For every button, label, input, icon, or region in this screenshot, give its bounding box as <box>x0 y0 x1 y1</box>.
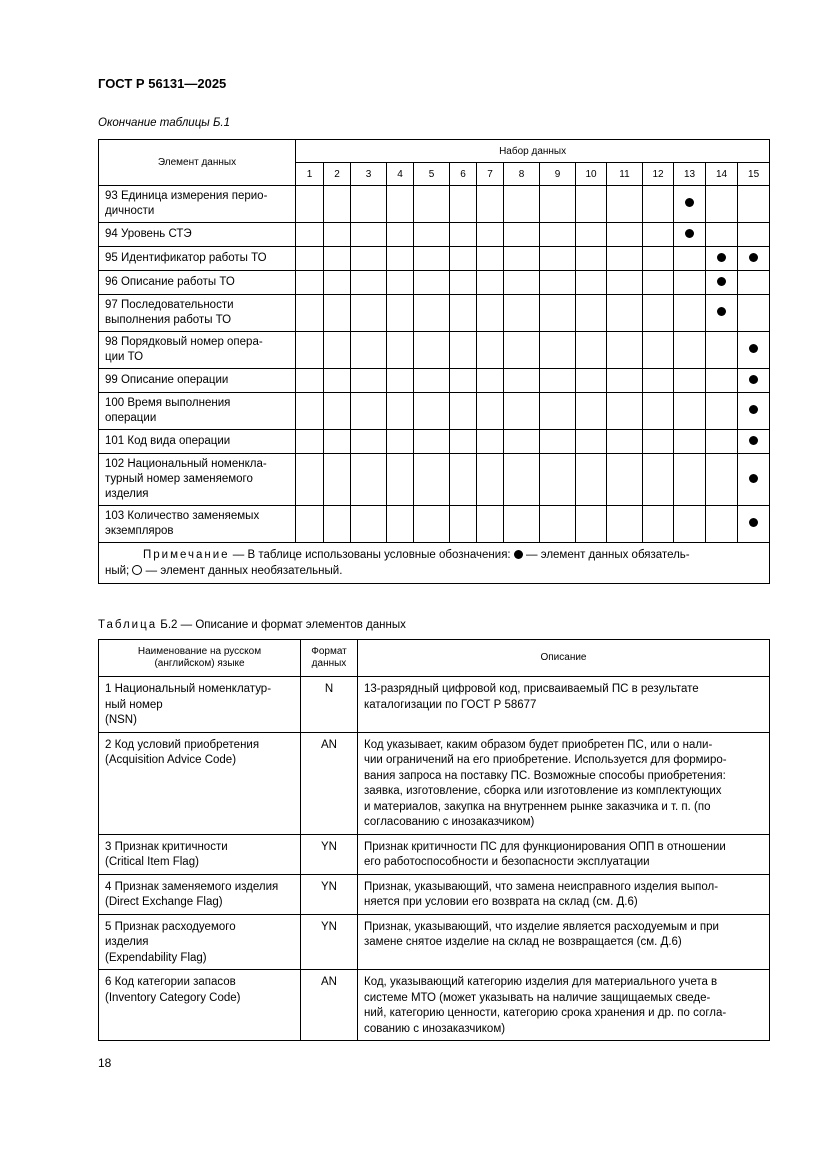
note-text-1: — В таблице использованы условные обозначения: <box>229 549 514 561</box>
set-cell-14 <box>706 454 738 506</box>
set-cell-6 <box>450 454 477 506</box>
column-number-7: 7 <box>477 163 504 186</box>
element-label: 96 Описание работы ТО <box>99 271 296 295</box>
required-dot-icon <box>749 518 758 527</box>
set-cell-2 <box>324 454 351 506</box>
set-cell-7 <box>477 332 504 369</box>
table-row <box>99 874 770 914</box>
set-cell-14 <box>706 506 738 543</box>
set-cell-2 <box>324 271 351 295</box>
set-cell-12 <box>643 454 674 506</box>
element-label: 97 Последовательности выполнения работы ТО <box>99 295 296 332</box>
required-dot-icon <box>749 474 758 483</box>
set-cell-11 <box>607 186 643 223</box>
column-number-1: 1 <box>296 163 324 186</box>
set-cell-12 <box>643 223 674 247</box>
set-cell-7 <box>477 295 504 332</box>
set-cell-8 <box>504 506 540 543</box>
set-cell-4 <box>387 506 414 543</box>
element-label: 100 Время выполнения операции <box>99 393 296 430</box>
set-cell-14 <box>706 393 738 430</box>
set-cell-10 <box>576 271 607 295</box>
table-b2-caption-prefix: Таблица <box>98 619 158 631</box>
set-cell-10 <box>576 430 607 454</box>
set-cell-3 <box>351 247 387 271</box>
note-row <box>99 543 770 584</box>
set-cell-9 <box>540 454 576 506</box>
set-cell-6 <box>450 332 477 369</box>
set-cell-4 <box>387 393 414 430</box>
set-cell-4 <box>387 247 414 271</box>
set-cell-2 <box>324 506 351 543</box>
set-cell-3 <box>351 223 387 247</box>
set-cell-2 <box>324 393 351 430</box>
set-cell-13 <box>674 430 706 454</box>
header-data-set: Набор данных <box>296 140 770 163</box>
column-number-14: 14 <box>706 163 738 186</box>
set-cell-2 <box>324 247 351 271</box>
set-cell-13 <box>674 454 706 506</box>
set-cell-7 <box>477 393 504 430</box>
required-dot-icon <box>749 436 758 445</box>
header-description: Описание <box>358 640 770 677</box>
set-cell-8 <box>504 295 540 332</box>
set-cell-6 <box>450 223 477 247</box>
set-cell-7 <box>477 506 504 543</box>
set-cell-4 <box>387 223 414 247</box>
set-cell-1 <box>296 332 324 369</box>
set-cell-10 <box>576 186 607 223</box>
set-cell-13 <box>674 295 706 332</box>
element-name: 6 Код категории запасов (Inventory Category Code) <box>99 970 301 1041</box>
set-cell-6 <box>450 430 477 454</box>
set-cell-11 <box>607 271 643 295</box>
table-row <box>99 732 770 834</box>
set-cell-8 <box>504 393 540 430</box>
set-cell-7 <box>477 271 504 295</box>
set-cell-15 <box>738 271 770 295</box>
set-cell-13 <box>674 393 706 430</box>
set-cell-11 <box>607 369 643 393</box>
set-cell-10 <box>576 295 607 332</box>
header-name: Наименование на русском (английском) языке <box>99 640 301 677</box>
set-cell-7 <box>477 186 504 223</box>
set-cell-1 <box>296 393 324 430</box>
set-cell-2 <box>324 369 351 393</box>
set-cell-13 <box>674 506 706 543</box>
required-dot-icon <box>717 253 726 262</box>
set-cell-5 <box>414 223 450 247</box>
set-cell-9 <box>540 430 576 454</box>
table-row <box>99 834 770 874</box>
element-label: 99 Описание операции <box>99 369 296 393</box>
set-cell-11 <box>607 332 643 369</box>
set-cell-11 <box>607 295 643 332</box>
element-name: 5 Признак расходуемого изделия (Expendability Flag) <box>99 914 301 970</box>
header-element: Элемент данных <box>99 140 296 186</box>
set-cell-9 <box>540 295 576 332</box>
set-cell-2 <box>324 223 351 247</box>
element-name: 1 Национальный номенклатур- ный номер (NSN) <box>99 677 301 733</box>
set-cell-10 <box>576 223 607 247</box>
set-cell-8 <box>504 247 540 271</box>
set-cell-12 <box>643 430 674 454</box>
set-cell-9 <box>540 186 576 223</box>
required-dot-icon <box>749 344 758 353</box>
table-row <box>99 223 770 247</box>
set-cell-3 <box>351 393 387 430</box>
set-cell-5 <box>414 186 450 223</box>
note-text-3: ный; <box>105 565 133 577</box>
set-cell-1 <box>296 295 324 332</box>
table-b1-caption: Окончание таблицы Б.1 <box>98 117 231 129</box>
set-cell-10 <box>576 247 607 271</box>
required-dot-icon <box>749 253 758 262</box>
column-number-10: 10 <box>576 163 607 186</box>
table-row <box>99 430 770 454</box>
set-cell-10 <box>576 393 607 430</box>
set-cell-15 <box>738 332 770 369</box>
set-cell-5 <box>414 247 450 271</box>
element-label: 98 Порядковый номер опера- ции ТО <box>99 332 296 369</box>
note-title: Примечание <box>143 549 230 561</box>
set-cell-15 <box>738 393 770 430</box>
set-cell-14 <box>706 271 738 295</box>
set-cell-11 <box>607 223 643 247</box>
set-cell-14 <box>706 223 738 247</box>
set-cell-10 <box>576 332 607 369</box>
set-cell-3 <box>351 454 387 506</box>
set-cell-4 <box>387 369 414 393</box>
table-row <box>99 186 770 223</box>
column-number-2: 2 <box>324 163 351 186</box>
set-cell-5 <box>414 430 450 454</box>
set-cell-15 <box>738 430 770 454</box>
set-cell-13 <box>674 186 706 223</box>
set-cell-4 <box>387 430 414 454</box>
element-label: 101 Код вида операции <box>99 430 296 454</box>
set-cell-13 <box>674 223 706 247</box>
table-b1 <box>98 139 770 584</box>
set-cell-14 <box>706 332 738 369</box>
column-number-12: 12 <box>643 163 674 186</box>
element-description: Признак, указывающий, что изделие является расходуемым и при замене снятое изделие на склад не возвращается (см. Д.6) <box>358 914 770 970</box>
set-cell-8 <box>504 186 540 223</box>
set-cell-15 <box>738 223 770 247</box>
column-number-13: 13 <box>674 163 706 186</box>
set-cell-6 <box>450 271 477 295</box>
set-cell-13 <box>674 271 706 295</box>
set-cell-2 <box>324 186 351 223</box>
set-cell-9 <box>540 223 576 247</box>
set-cell-5 <box>414 393 450 430</box>
data-format: YN <box>301 874 358 914</box>
set-cell-6 <box>450 247 477 271</box>
set-cell-6 <box>450 186 477 223</box>
set-cell-6 <box>450 369 477 393</box>
table-row <box>99 295 770 332</box>
column-number-4: 4 <box>387 163 414 186</box>
set-cell-9 <box>540 271 576 295</box>
element-description: Признак критичности ПС для функционирования ОПП в отношении его работоспособности и безопасности эксплуатации <box>358 834 770 874</box>
set-cell-2 <box>324 430 351 454</box>
set-cell-11 <box>607 430 643 454</box>
set-cell-15 <box>738 186 770 223</box>
element-label: 94 Уровень СТЭ <box>99 223 296 247</box>
table-b2-caption <box>98 619 406 631</box>
table-row <box>99 247 770 271</box>
set-cell-6 <box>450 393 477 430</box>
required-dot-icon <box>685 198 694 207</box>
table-row <box>99 970 770 1041</box>
required-dot-icon <box>717 307 726 316</box>
data-format: N <box>301 677 358 733</box>
set-cell-1 <box>296 506 324 543</box>
set-cell-6 <box>450 506 477 543</box>
set-cell-13 <box>674 369 706 393</box>
required-dot-icon <box>749 375 758 384</box>
column-number-5: 5 <box>414 163 450 186</box>
set-cell-1 <box>296 454 324 506</box>
set-cell-9 <box>540 247 576 271</box>
element-label: 102 Национальный номенкла- турный номер заменяемого изделия <box>99 454 296 506</box>
set-cell-12 <box>643 393 674 430</box>
table-row <box>99 393 770 430</box>
set-cell-15 <box>738 295 770 332</box>
table-row <box>99 369 770 393</box>
data-format: YN <box>301 914 358 970</box>
table-b2 <box>98 639 770 1041</box>
set-cell-2 <box>324 332 351 369</box>
set-cell-3 <box>351 369 387 393</box>
set-cell-8 <box>504 332 540 369</box>
set-cell-12 <box>643 369 674 393</box>
element-label: 103 Количество заменяемых экземпляров <box>99 506 296 543</box>
column-number-15: 15 <box>738 163 770 186</box>
set-cell-5 <box>414 295 450 332</box>
set-cell-15 <box>738 454 770 506</box>
table-row <box>99 332 770 369</box>
set-cell-10 <box>576 454 607 506</box>
set-cell-14 <box>706 369 738 393</box>
set-cell-8 <box>504 430 540 454</box>
set-cell-15 <box>738 369 770 393</box>
set-cell-14 <box>706 186 738 223</box>
set-cell-10 <box>576 369 607 393</box>
element-name: 2 Код условий приобретения (Acquisition Advice Code) <box>99 732 301 834</box>
set-cell-5 <box>414 332 450 369</box>
set-cell-5 <box>414 369 450 393</box>
set-cell-14 <box>706 295 738 332</box>
header-format: Формат данных <box>301 640 358 677</box>
set-cell-3 <box>351 430 387 454</box>
set-cell-15 <box>738 247 770 271</box>
set-cell-12 <box>643 247 674 271</box>
table-row <box>99 271 770 295</box>
set-cell-4 <box>387 332 414 369</box>
set-cell-9 <box>540 506 576 543</box>
set-cell-8 <box>504 271 540 295</box>
required-dot-icon <box>749 405 758 414</box>
table-row <box>99 677 770 733</box>
column-number-6: 6 <box>450 163 477 186</box>
required-dot-icon <box>717 277 726 286</box>
set-cell-3 <box>351 506 387 543</box>
column-number-11: 11 <box>607 163 643 186</box>
set-cell-7 <box>477 223 504 247</box>
table-row <box>99 914 770 970</box>
set-cell-12 <box>643 271 674 295</box>
set-cell-3 <box>351 271 387 295</box>
set-cell-1 <box>296 430 324 454</box>
note-text-2: — элемент данных обязатель- <box>522 549 690 561</box>
set-cell-7 <box>477 454 504 506</box>
column-number-3: 3 <box>351 163 387 186</box>
data-format: AN <box>301 970 358 1041</box>
element-name: 4 Признак заменяемого изделия (Direct Exchange Flag) <box>99 874 301 914</box>
set-cell-10 <box>576 506 607 543</box>
set-cell-5 <box>414 454 450 506</box>
set-cell-12 <box>643 295 674 332</box>
element-name: 3 Признак критичности (Critical Item Flag) <box>99 834 301 874</box>
table-note <box>99 543 770 584</box>
set-cell-8 <box>504 369 540 393</box>
set-cell-12 <box>643 506 674 543</box>
set-cell-9 <box>540 369 576 393</box>
set-cell-8 <box>504 454 540 506</box>
set-cell-7 <box>477 430 504 454</box>
table-b2-caption-text: Б.2 — Описание и формат элементов данных <box>157 619 406 631</box>
set-cell-9 <box>540 332 576 369</box>
set-cell-2 <box>324 295 351 332</box>
set-cell-1 <box>296 247 324 271</box>
data-format: YN <box>301 834 358 874</box>
table-row <box>99 506 770 543</box>
table-row <box>99 454 770 506</box>
element-label: 93 Единица измерения перио- дичности <box>99 186 296 223</box>
set-cell-11 <box>607 247 643 271</box>
set-cell-5 <box>414 506 450 543</box>
set-cell-15 <box>738 506 770 543</box>
empty-circle-icon <box>132 565 142 575</box>
set-cell-5 <box>414 271 450 295</box>
set-cell-12 <box>643 332 674 369</box>
set-cell-7 <box>477 247 504 271</box>
set-cell-11 <box>607 506 643 543</box>
set-cell-14 <box>706 247 738 271</box>
set-cell-14 <box>706 430 738 454</box>
set-cell-3 <box>351 332 387 369</box>
document-header: ГОСТ Р 56131—2025 <box>98 76 227 91</box>
column-number-9: 9 <box>540 163 576 186</box>
column-number-8: 8 <box>504 163 540 186</box>
element-label: 95 Идентификатор работы ТО <box>99 247 296 271</box>
element-description: Код, указывающий категорию изделия для материального учета в системе МТО (может указывать на наличие защищаемых сведе- ний, категорию ценности, категорию срока хранения и др. по согла- сованию с инозаказчиком) <box>358 970 770 1041</box>
set-cell-1 <box>296 186 324 223</box>
set-cell-4 <box>387 271 414 295</box>
set-cell-4 <box>387 295 414 332</box>
page-number: 18 <box>98 1056 112 1070</box>
set-cell-3 <box>351 295 387 332</box>
set-cell-4 <box>387 454 414 506</box>
element-description: 13-разрядный цифровой код, присваиваемый ПС в результате каталогизации по ГОСТ Р 58677 <box>358 677 770 733</box>
set-cell-12 <box>643 186 674 223</box>
set-cell-4 <box>387 186 414 223</box>
set-cell-13 <box>674 332 706 369</box>
set-cell-3 <box>351 186 387 223</box>
note-text-4: — элемент данных необязательный. <box>142 565 343 577</box>
set-cell-11 <box>607 393 643 430</box>
set-cell-1 <box>296 271 324 295</box>
set-cell-6 <box>450 295 477 332</box>
set-cell-1 <box>296 369 324 393</box>
element-description: Код указывает, каким образом будет приобретен ПС, или о нали- чии ограничений на его приобретение. Используется для формиро- вания запроса на поставку ПС. Возможные способы приобретения: заявка, изготовление, сборка или изготовление из комплектующих и материалов, закупка на внутреннем рынке заказчика и т. п. (по согласованию с инозаказчиком) <box>358 732 770 834</box>
filled-circle-icon <box>514 550 523 559</box>
set-cell-7 <box>477 369 504 393</box>
required-dot-icon <box>685 229 694 238</box>
set-cell-8 <box>504 223 540 247</box>
set-cell-9 <box>540 393 576 430</box>
set-cell-13 <box>674 247 706 271</box>
set-cell-11 <box>607 454 643 506</box>
element-description: Признак, указывающий, что замена неисправного изделия выпол- няется при условии его возврата на склад (см. Д.6) <box>358 874 770 914</box>
data-format: AN <box>301 732 358 834</box>
set-cell-1 <box>296 223 324 247</box>
